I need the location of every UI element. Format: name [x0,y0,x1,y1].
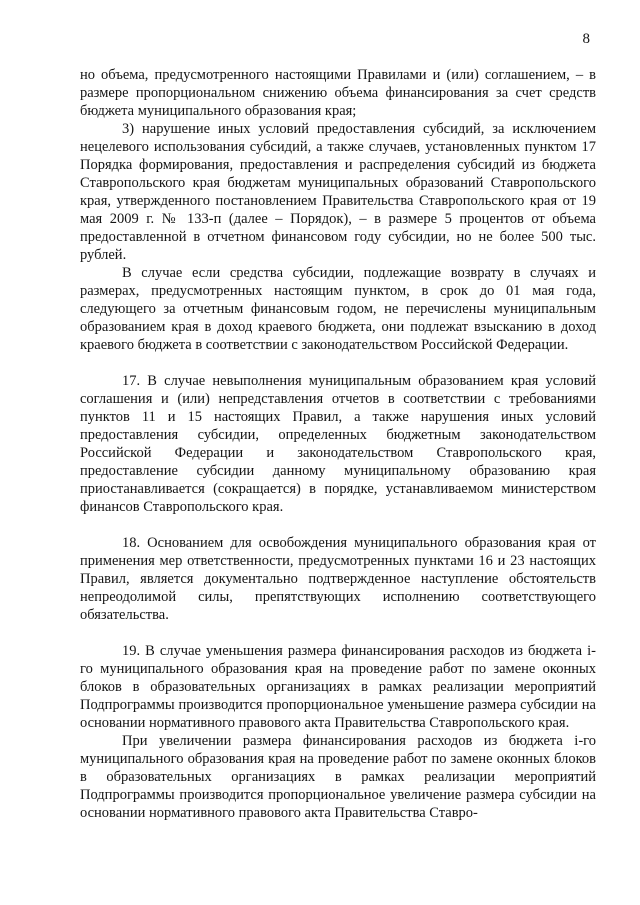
document-body [80,66,596,822]
paragraph-section-17: 17. В случае невыполнения муниципальным образованием края условий соглашения и (или) непредставления отчетов в соответствии с требованиями пунктов 11 и 15 настоящих Правил, а также нарушения иных условий предоставления субсидии, определенных бюджетным законодательством Российской Федерации и законодательством Ставропольского края, предоставление субсидии данному муниципальному образованию края приостанавливается (сокращается) в порядке, устанавливаемом министерством финансов Ставропольского края. [80,373,596,515]
paragraph-refund-recovery: В случае если средства субсидии, подлежащие возврату в случаях и размерах, предусмотренных настоящим пунктом, в срок до 01 мая года, следующего за отчетным финансовым годом, не перечислены муниципальным образованием края в доход краевого бюджета, они подлежат взысканию в доход краевого бюджета в соответствии с законодательством Российской Федерации. [80,265,596,353]
paragraph-section-19: 19. В случае уменьшения размера финансирования расходов из бюджета i-го муниципального образования края на проведение работ по замене оконных блоков в образовательных организациях в рамках реализации мероприятий Подпрограммы производится пропорциональное уменьшение размера субсидии на основании нормативного правового акта Правительства Ставропольского края. [80,643,596,731]
paragraph-section-18: 18. Основанием для освобождения муниципального образования края от применения мер ответственности, предусмотренных пунктами 16 и 23 настоящих Правил, является документально подтвержденное наступление обстоятельств непреодолимой силы, препятствующих исполнению соответствующего обязательства. [80,535,596,623]
paragraph-clause-3: 3) нарушение иных условий предоставления субсидий, за исключением нецелевого использования субсидий, а также случаев, установленных пунктом 17 Порядка формирования, предоставления и распределения субсидий из бюджета Ставропольского края бюджетам муниципальных образований Ставропольского края, утвержденного постановлением Правительства Ставропольского края от 19 мая 2009 г. № 133-п (далее – Порядок), – в размере 5 процентов от объема предоставленной в отчетном финансовом году субсидии, но не более 500 тыс. рублей. [80,121,596,263]
page-number: 8 [582,31,590,47]
paragraph-continuation: но объема, предусмотренного настоящими Правилами и (или) соглашением, – в размере пропорциональном снижению объема финансирования за счет средств бюджета муниципального образования края; [80,67,596,119]
paragraph-financing-increase: При увеличении размера финансирования расходов из бюджета i-го муниципального образования края на проведение работ по замене оконных блоков в образовательных организациях в рамках реализации мероприятий Подпрограммы производится пропорциональное увеличение размера субсидии на основании нормативного правового акта Правительства Ставро- [80,733,596,821]
